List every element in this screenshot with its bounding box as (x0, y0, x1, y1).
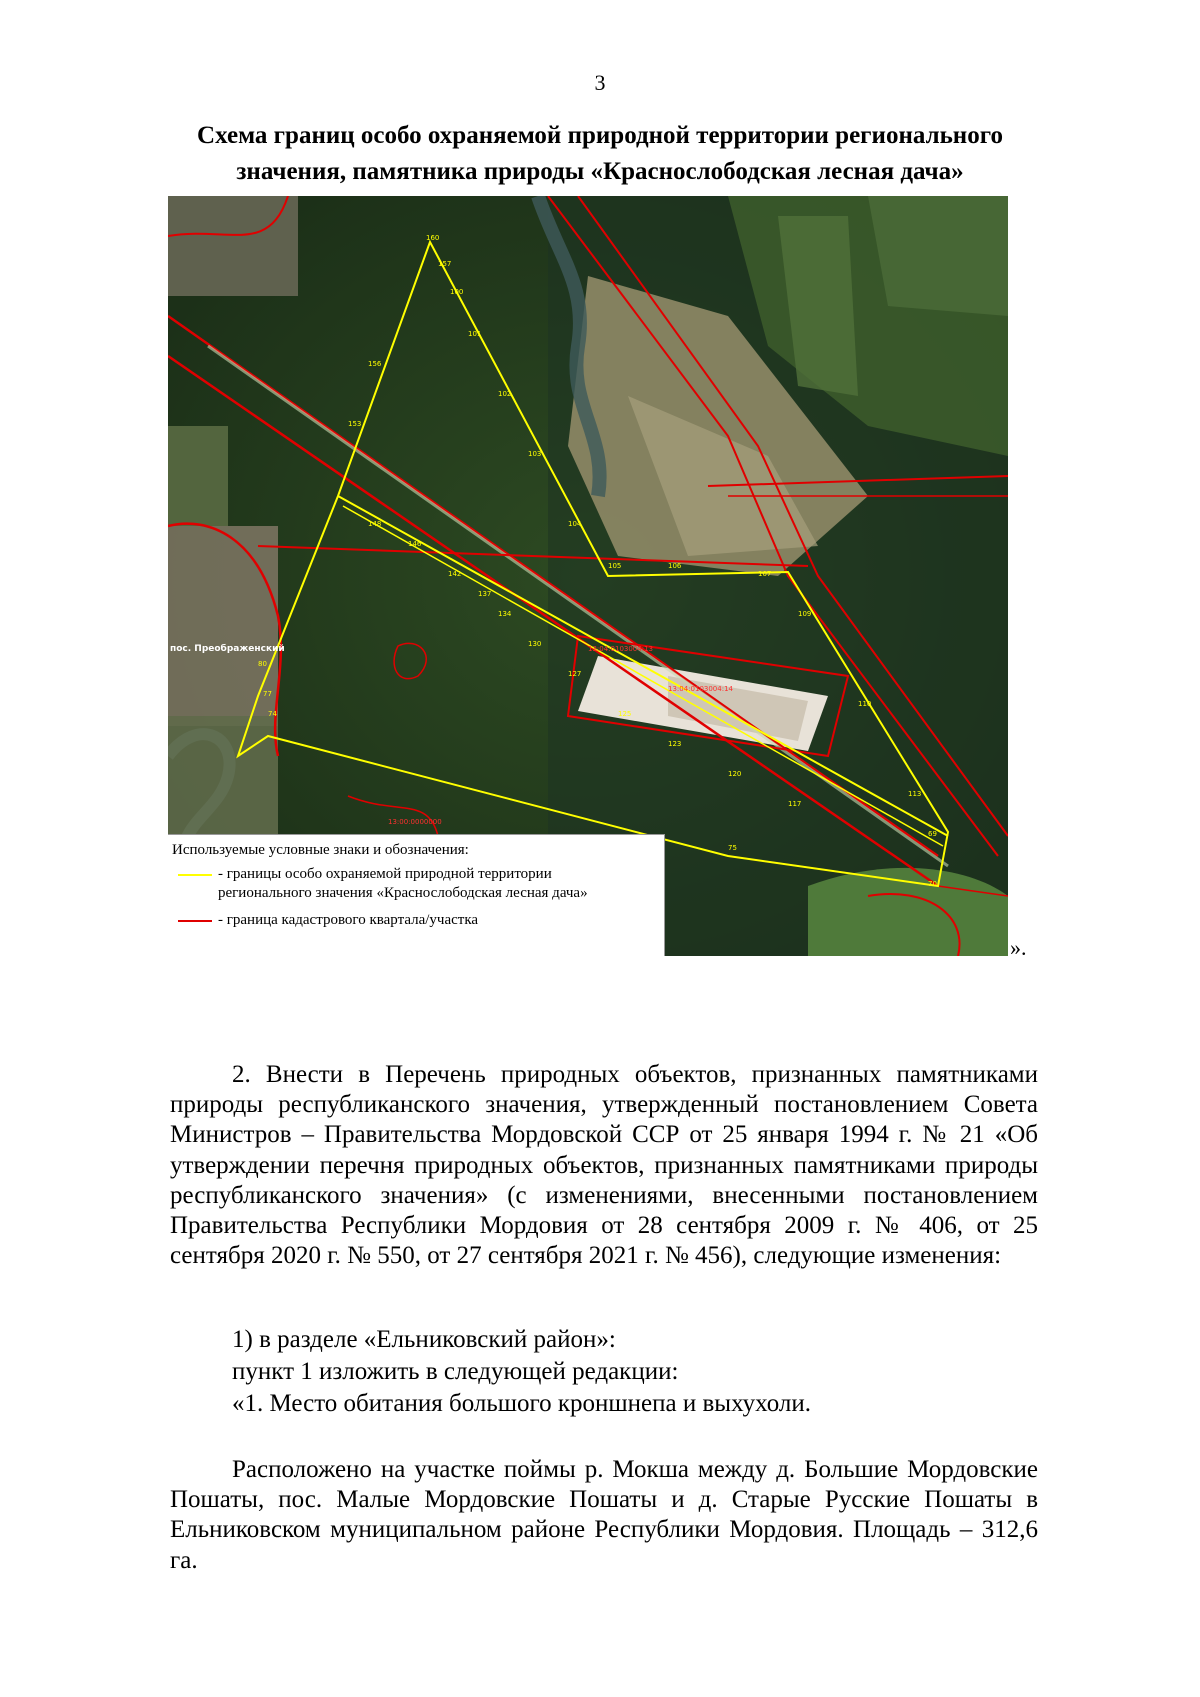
legend-header: Используемые условные знаки и обозначения: (172, 842, 469, 858)
legend-cadastral-text: - граница кадастрового квартала/участка (218, 912, 479, 928)
map-legend (168, 834, 665, 956)
svg-text:74: 74 (268, 710, 277, 718)
svg-text:105: 105 (608, 562, 622, 570)
title-line-2: значения, памятника природы «Краснослободская лесная дача» (236, 158, 964, 185)
page-title (150, 118, 1050, 190)
svg-text:100: 100 (450, 288, 464, 296)
svg-text:123: 123 (668, 740, 682, 748)
svg-text:104: 104 (568, 520, 582, 528)
svg-text:127: 127 (568, 670, 582, 678)
svg-text:137: 137 (478, 590, 492, 598)
svg-text:103: 103 (528, 450, 542, 458)
svg-text:113: 113 (908, 790, 922, 798)
svg-text:160: 160 (426, 234, 440, 242)
svg-text:106: 106 (668, 562, 682, 570)
svg-text:157: 157 (438, 260, 452, 268)
svg-text:110: 110 (858, 700, 872, 708)
svg-text:69: 69 (928, 830, 937, 838)
svg-text:148: 148 (368, 520, 382, 528)
list-item-2: пункт 1 изложить в следующей редакции: (232, 1358, 679, 1385)
legend-boundary-text-2: регионального значения «Краснослободская лесная дача» (218, 885, 588, 901)
red-line-swatch (178, 920, 212, 922)
legend-boundary-text-1: - границы особо охраняемой природной территории (218, 866, 552, 882)
list-item-1: 1) в разделе «Ельниковский район»: (232, 1326, 616, 1353)
title-line-1: Схема границ особо охраняемой природной территории регионального (197, 122, 1003, 149)
paragraph-2: 2. Внести в Перечень природных объектов, признанных памятниками природы республиканского значения, утвержденный постановлением Совета Министров – Правительства Мордовской ССР от 25 января 1994 г. № 21 «Об утверждении перечня природных объектов, признанных памятниками природы республиканского значения» (с изменениями, внесенными постановлением Правительства Республики Мордовия от 28 сентября 2009 г. № 406, от 25 сентября 2020 г. № 550, от 27 сентября 2021 г. № 456), следующие изменения: (170, 1061, 1038, 1270)
svg-text:117: 117 (788, 800, 802, 808)
village-label: пос. Преображенский (170, 644, 285, 654)
svg-text:146: 146 (408, 540, 422, 548)
svg-text:153: 153 (348, 420, 362, 428)
svg-text:142: 142 (448, 570, 462, 578)
paragraph-location: Расположено на участке поймы р. Мокша между д. Большие Мордовские Пошаты, пос. Малые Мордовские Пошаты и д. Старые Русские Пошаты в Ельниковском муниципальном районе Республики Мордовия. Площадь – 312,6 га. (170, 1456, 1038, 1574)
svg-text:130: 130 (528, 640, 542, 648)
svg-text:125: 125 (618, 710, 632, 718)
cadastral-label-1: 13:04:0103004:13 (588, 645, 653, 653)
cadastral-label-2: 13:04:0103004:14 (668, 685, 733, 693)
svg-text:156: 156 (368, 360, 382, 368)
svg-text:102: 102 (498, 390, 512, 398)
page-number: 3 (594, 70, 606, 95)
svg-text:107: 107 (758, 570, 772, 578)
map-closing-quote: ». (1010, 935, 1027, 960)
satellite-map (168, 196, 1008, 956)
svg-text:134: 134 (498, 610, 512, 618)
svg-text:120: 120 (728, 770, 742, 778)
svg-text:70: 70 (928, 880, 937, 888)
svg-text:77: 77 (263, 690, 272, 698)
svg-text:101: 101 (468, 330, 482, 338)
svg-text:109: 109 (798, 610, 812, 618)
list-item-3: «1. Место обитания большого кроншнепа и выхухоли. (232, 1390, 811, 1417)
svg-text:75: 75 (728, 844, 737, 852)
cadastral-label-3: 13:00:0000000 (388, 818, 442, 826)
yellow-line-swatch (178, 874, 212, 876)
village (168, 526, 278, 726)
svg-text:80: 80 (258, 660, 267, 668)
